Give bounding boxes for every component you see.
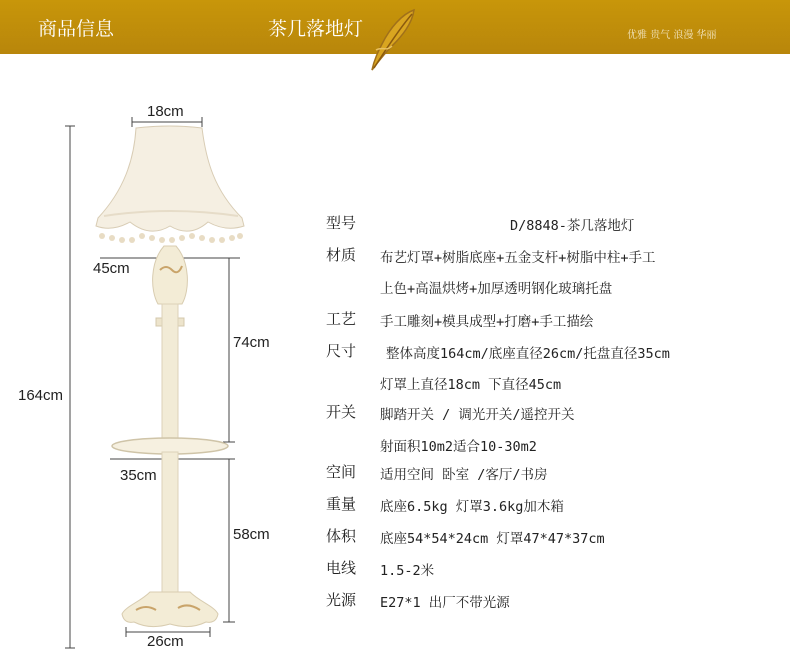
spec-row (320, 210, 780, 240)
spec-label: 重量 (326, 495, 357, 513)
spec-label: 型号 (326, 214, 357, 232)
spec-value: 底座6.5kg 灯罩3.6kg加木箱 (380, 499, 564, 515)
dim-shade-bottom: 45cm (93, 260, 130, 277)
spec-value: 上色+高温烘烤+加厚透明钢化玻璃托盘 (380, 281, 613, 297)
spec-value: 整体高度164cm/底座直径26cm/托盘直径35cm (386, 346, 670, 362)
spec-value: 脚踏开关 / 调光开关/遥控开关 (380, 407, 575, 423)
dim-upper-height: 74cm (233, 334, 270, 351)
spec-value: 布艺灯罩+树脂底座+五金支杆+树脂中柱+手工 (380, 250, 656, 266)
spec-value: E27*1 出厂不带光源 (380, 595, 510, 611)
spec-row (320, 399, 780, 429)
spec-value: 灯罩上直径18cm 下直径45cm (380, 377, 562, 393)
spec-label: 体积 (326, 527, 357, 545)
spec-value: 适用空间 卧室 /客厅/书房 (380, 467, 548, 483)
spec-row (320, 369, 780, 399)
spec-value: D/8848-茶几落地灯 (510, 218, 635, 234)
spec-row (320, 523, 780, 553)
spec-row (320, 273, 780, 303)
spec-row (320, 242, 780, 272)
spec-value: 手工雕刻+模具成型+打磨+手工描绘 (380, 314, 594, 330)
spec-row (320, 459, 780, 489)
spec-row (320, 491, 780, 521)
spec-label: 开关 (326, 403, 357, 421)
product-title: 茶几落地灯 (268, 18, 364, 40)
spec-value: 底座54*54*24cm 灯罩47*47*37cm (380, 531, 605, 547)
spec-value: 射面积10m2适合10-30m2 (380, 439, 537, 455)
dim-total-height: 164cm (18, 387, 64, 404)
lamp-illustration (0, 80, 320, 661)
spec-label: 电线 (326, 559, 357, 577)
spec-label: 工艺 (326, 310, 357, 328)
spec-row (320, 431, 780, 461)
spec-row (320, 338, 780, 368)
slogan-text: 优雅 贵气 浪漫 华丽 (627, 30, 717, 41)
spec-row (320, 306, 780, 336)
spec-value: 1.5-2米 (380, 563, 435, 579)
spec-row (320, 555, 780, 585)
dim-lower-height: 58cm (233, 526, 270, 543)
section-title: 商品信息 (38, 18, 115, 40)
dim-shade-top: 18cm (147, 103, 184, 120)
spec-label: 光源 (326, 591, 357, 609)
spec-row (320, 587, 780, 617)
spec-label: 材质 (326, 246, 357, 264)
feather-quill-icon (362, 6, 422, 74)
dim-base-diameter: 26cm (147, 633, 184, 650)
spec-label: 尺寸 (326, 342, 357, 360)
spec-label: 空间 (326, 463, 357, 481)
dim-tray-diameter: 35cm (120, 467, 157, 484)
